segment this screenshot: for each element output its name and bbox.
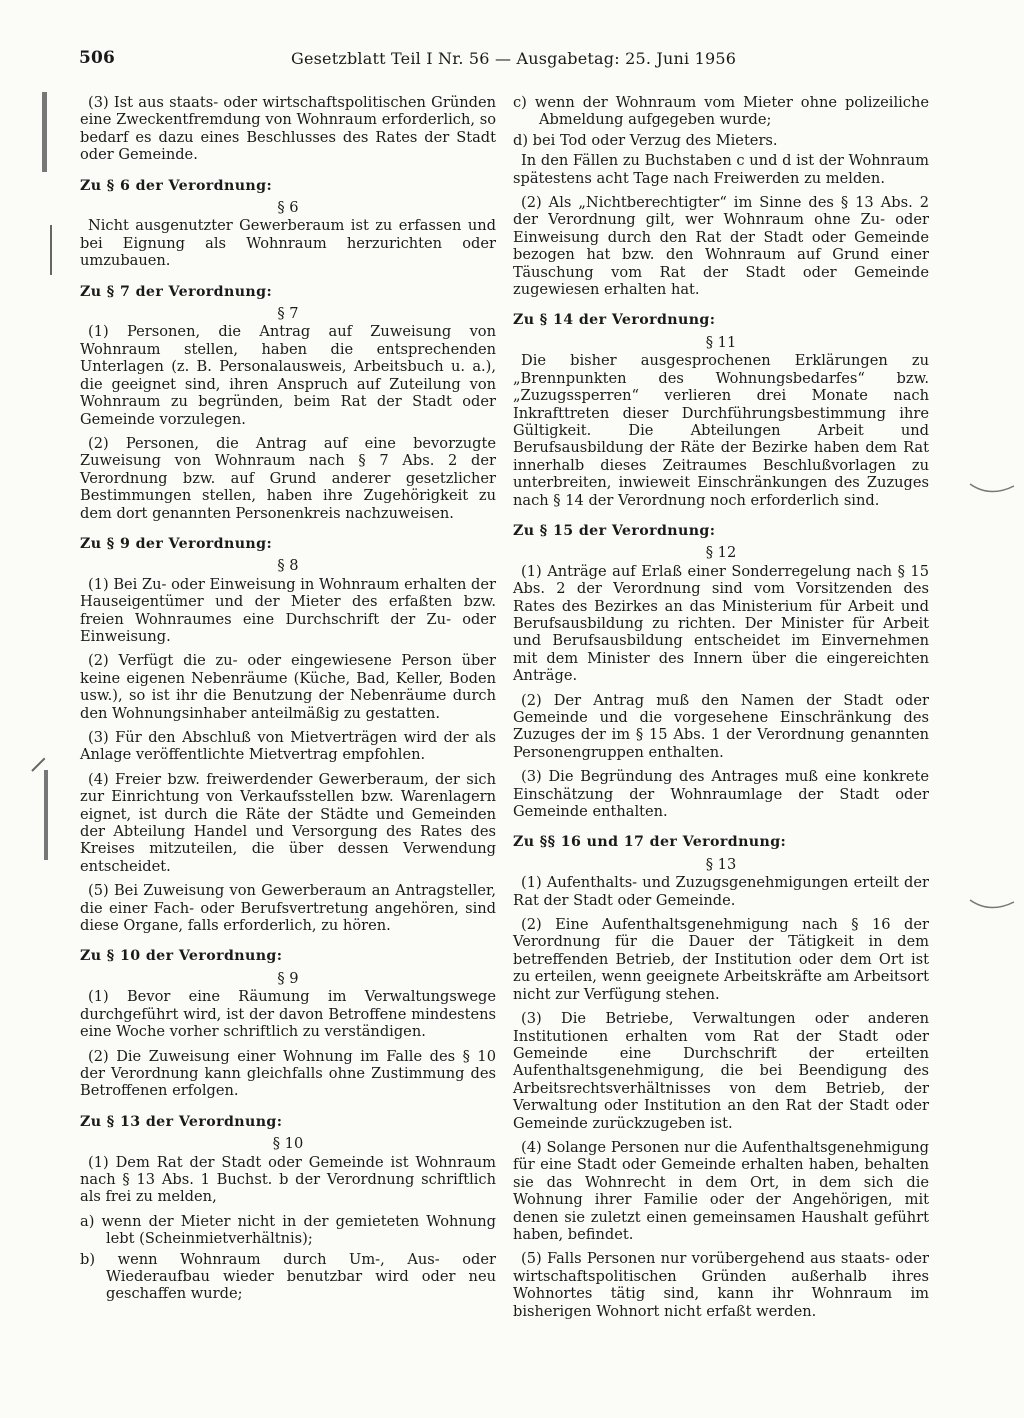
section-number: § 9 [277,969,299,987]
section-number: § 8 [277,557,299,575]
margin-tick [968,480,1018,500]
paragraph: (2) Der Antrag muß den Namen der Stadt oder Gemeinde und die vorgesehene Einschränkung des Zuzuges der im § 15 Abs. 1 der Verordnung genannten Personengruppen enthalten. [513,691,929,761]
section-heading: Zu § 7 der Verordnung: [80,283,273,300]
paragraph: (1) Bevor eine Räumung im Verwaltungswege durchgeführt wird, ist der davon Betroffene mindestens eine Woche vorher schriftlich zu verständigen. [80,988,496,1041]
paragraph: (1) Personen, die Antrag auf Zuweisung von Wohnraum stellen, haben die entsprechenden Unterlagen (z. B. Personalausweis, Arbeitsbuch u. a.), die geeignet sind, ihren Anspruch auf Zuteilung von Wohnraum zu begründen, beim Rat der Stadt oder Gemeinde vorzulegen. [80,323,496,428]
paragraph: (2) Personen, die Antrag auf eine bevorzugte Zuweisung von Wohnraum nach § 7 Abs. 2 der Verordnung bzw. auf Grund anderer gesetzlicher Bestimmungen stellen, haben ihre Zugehörigkeit zu dem dort genannten Personenkreis nachzuweisen. [80,434,496,522]
margin-mark [44,770,48,860]
section-heading: Zu § 10 der Verordnung: [80,948,283,965]
paragraph: (5) Bei Zuweisung von Gewerberaum an Antragsteller, die einer Fach- oder Berufsvertretung angehören, sind diese Organe, falls erforderlich, zu hören. [80,882,496,935]
paragraph: In den Fällen zu Buchstaben c und d ist der Wohnraum spätestens acht Tage nach Freiwerden zu melden. [513,152,929,187]
paragraph: Die bisher ausgesprochenen Erklärungen zu „Brennpunkten des Wohnungsbedarfes“ bzw. „Zuzugssperren“ verlieren drei Monate nach Inkrafttreten dieser Durchführungsbestimmung ihre Gültigkeit. Die Abteilungen Arbeit und Berufsausbildung der Räte der Bezirke haben dem Rat innerhalb dieses Zeitraumes Beschlußvorlagen zu unterbreiten, inwieweit Einschränkungen des Zuzuges nach § 14 der Verordnung noch erforderlich sind. [513,352,929,509]
paragraph: (2) Die Zuweisung einer Wohnung im Falle des § 10 der Verordnung kann gleichfalls ohne Zustimmung des Betroffenen erfolgen. [80,1047,496,1100]
paragraph: Nicht ausgenutzter Gewerberaum ist zu erfassen und bei Eignung als Wohnraum herzurichten oder umzubauen. [80,217,496,270]
margin-tick [968,896,1018,916]
list-item: b) wenn Wohnraum durch Um-, Aus- oder Wiederaufbau wieder benutzbar wird oder neu geschaffen wurde; [80,1250,496,1303]
section-number: § 11 [705,333,737,351]
left-column [80,94,496,1306]
page-header [79,48,735,74]
section-heading: Zu § 13 der Verordnung: [80,1113,283,1130]
paragraph: (2) Eine Aufenthaltsgenehmigung nach § 16 der Verordnung für die Dauer der Tätigkeit in dem betreffenden Betrieb, der Institution oder dem Ort ist zu erteilen, wenn geeignete Arbeitskräfte am Arbeitsort nicht zur Verfügung stehen. [513,916,929,1003]
section-number: § 7 [277,305,299,323]
section-heading: Zu § 14 der Verordnung: [513,312,716,329]
paragraph: (4) Solange Personen nur die Aufenthaltsgenehmigung für eine Stadt oder Gemeinde erhalten haben, behalten sie das Wohnrecht in dem Ort, in dem sich die Wohnung ihrer Familie oder der Angehörigen, mit denen sie zuletzt einen gemeinsamen Haushalt geführt haben, befindet. [513,1138,929,1243]
paragraph: (2) Verfügt die zu- oder eingewiesene Person über keine eigenen Nebenräume (Küche, Bad, Keller, Boden usw.), so ist ihr die Benutzung der Nebenräume durch den Wohnungsinhaber anteilmäßig zu gestatten. [80,652,496,722]
paragraph: (1) Dem Rat der Stadt oder Gemeinde ist Wohnraum nach § 13 Abs. 1 Buchst. b der Verordnung schriftlich als frei zu melden, [80,1153,496,1206]
margin-mark [42,92,47,172]
section-heading: Zu § 9 der Verordnung: [80,535,273,552]
paragraph: (1) Bei Zu- oder Einweisung in Wohnraum erhalten der Hauseigentümer und der Mieter des erfaßten bzw. freien Wohnraumes eine Durchschrift der Zu- oder Einweisung. [80,575,496,645]
section-heading: Zu § 15 der Verordnung: [513,522,716,539]
section-number: § 12 [705,544,737,562]
paragraph: (2) Als „Nichtberechtigter“ im Sinne des § 13 Abs. 2 der Verordnung gilt, wer Wohnraum ohne Zu- oder Einweisung durch den Rat der Stadt oder Gemeinde bezogen hat bzw. den Wohnraum auf Grund einer Täuschung vom Rat der Stadt oder Gemeinde zugewiesen erhalten hat. [513,194,929,299]
list-item: d) bei Tod oder Verzug des Mieters. [513,131,778,149]
paragraph: (3) Die Betriebe, Verwaltungen oder anderen Institutionen erhalten vom Rat der Stadt oder Gemeinde eine Durchschrift der erteilten Aufenthaltsgenehmigung, die bei Beendigung des Arbeitsrechtsverhältnisses von dem Betrieb, der Verwaltung oder Institution an den Rat der Stadt oder Gemeinde zurückzugeben ist. [513,1010,929,1132]
right-column [513,94,929,1327]
page-number: 506 [79,48,116,68]
section-number: § 10 [272,1135,304,1153]
section-heading: Zu § 6 der Verordnung: [80,177,273,194]
paragraph: (3) Für den Abschluß von Mietverträgen wird der als Anlage veröffentlichte Mietvertrag empfohlen. [80,729,496,764]
list-item: a) wenn der Mieter nicht in der gemieteten Wohnung lebt (Scheinmietverhältnis); [80,1212,496,1248]
section-number: § 13 [705,855,737,873]
paragraph: (4) Freier bzw. freiwerdender Gewerberaum, der sich zur Einrichtung von Verkaufsstellen bzw. Warenlagern eignet, ist durch die Räte der Städte und Gemeinden der Abteilung Handel und Versorgung des Rates des Kreises mitzuteilen, die über dessen Verwendung entscheidet. [80,770,496,875]
paragraph: (1) Anträge auf Erlaß einer Sonderregelung nach § 15 Abs. 2 der Verordnung sind vom Vorsitzenden des Rates des Bezirkes an das Ministerium für Arbeit und Berufsausbildung zu richten. Der Minister für Arbeit und Berufsausbildung entscheidet im Einvernehmen mit dem Minister des Innern über die eingereichten Anträge. [513,562,929,685]
paragraph: (3) Die Begründung des Antrages muß eine konkrete Einschätzung der Wohnraumlage der Stadt oder Gemeinde enthalten. [513,768,929,821]
paragraph: (5) Falls Personen nur vorübergehend aus staats- oder wirtschaftspolitischen Gründen außerhalb ihres Wohnortes tätig sind, kann ihr Wohnraum im bisherigen Wohnort nicht erfaßt werden. [513,1250,929,1320]
publication-title: Gesetzblatt Teil I Nr. 56 — Ausgabetag: 25. Juni 1956 [291,49,737,68]
paragraph: (1) Aufenthalts- und Zuzugsgenehmigungen erteilt der Rat der Stadt oder Gemeinde. [513,874,929,909]
section-heading: Zu §§ 16 und 17 der Verordnung: [513,834,787,851]
section-number: § 6 [277,199,299,217]
list-item: c) wenn der Wohnraum vom Mieter ohne polizeiliche Abmeldung aufgegeben wurde; [513,94,929,129]
paragraph: (3) Ist aus staats- oder wirtschaftspolitischen Gründen eine Zweckentfremdung von Wohnraum erforderlich, so bedarf es dazu eines Beschlusses des Rates der Stadt oder Gemeinde. [80,94,496,164]
margin-mark [50,225,52,275]
